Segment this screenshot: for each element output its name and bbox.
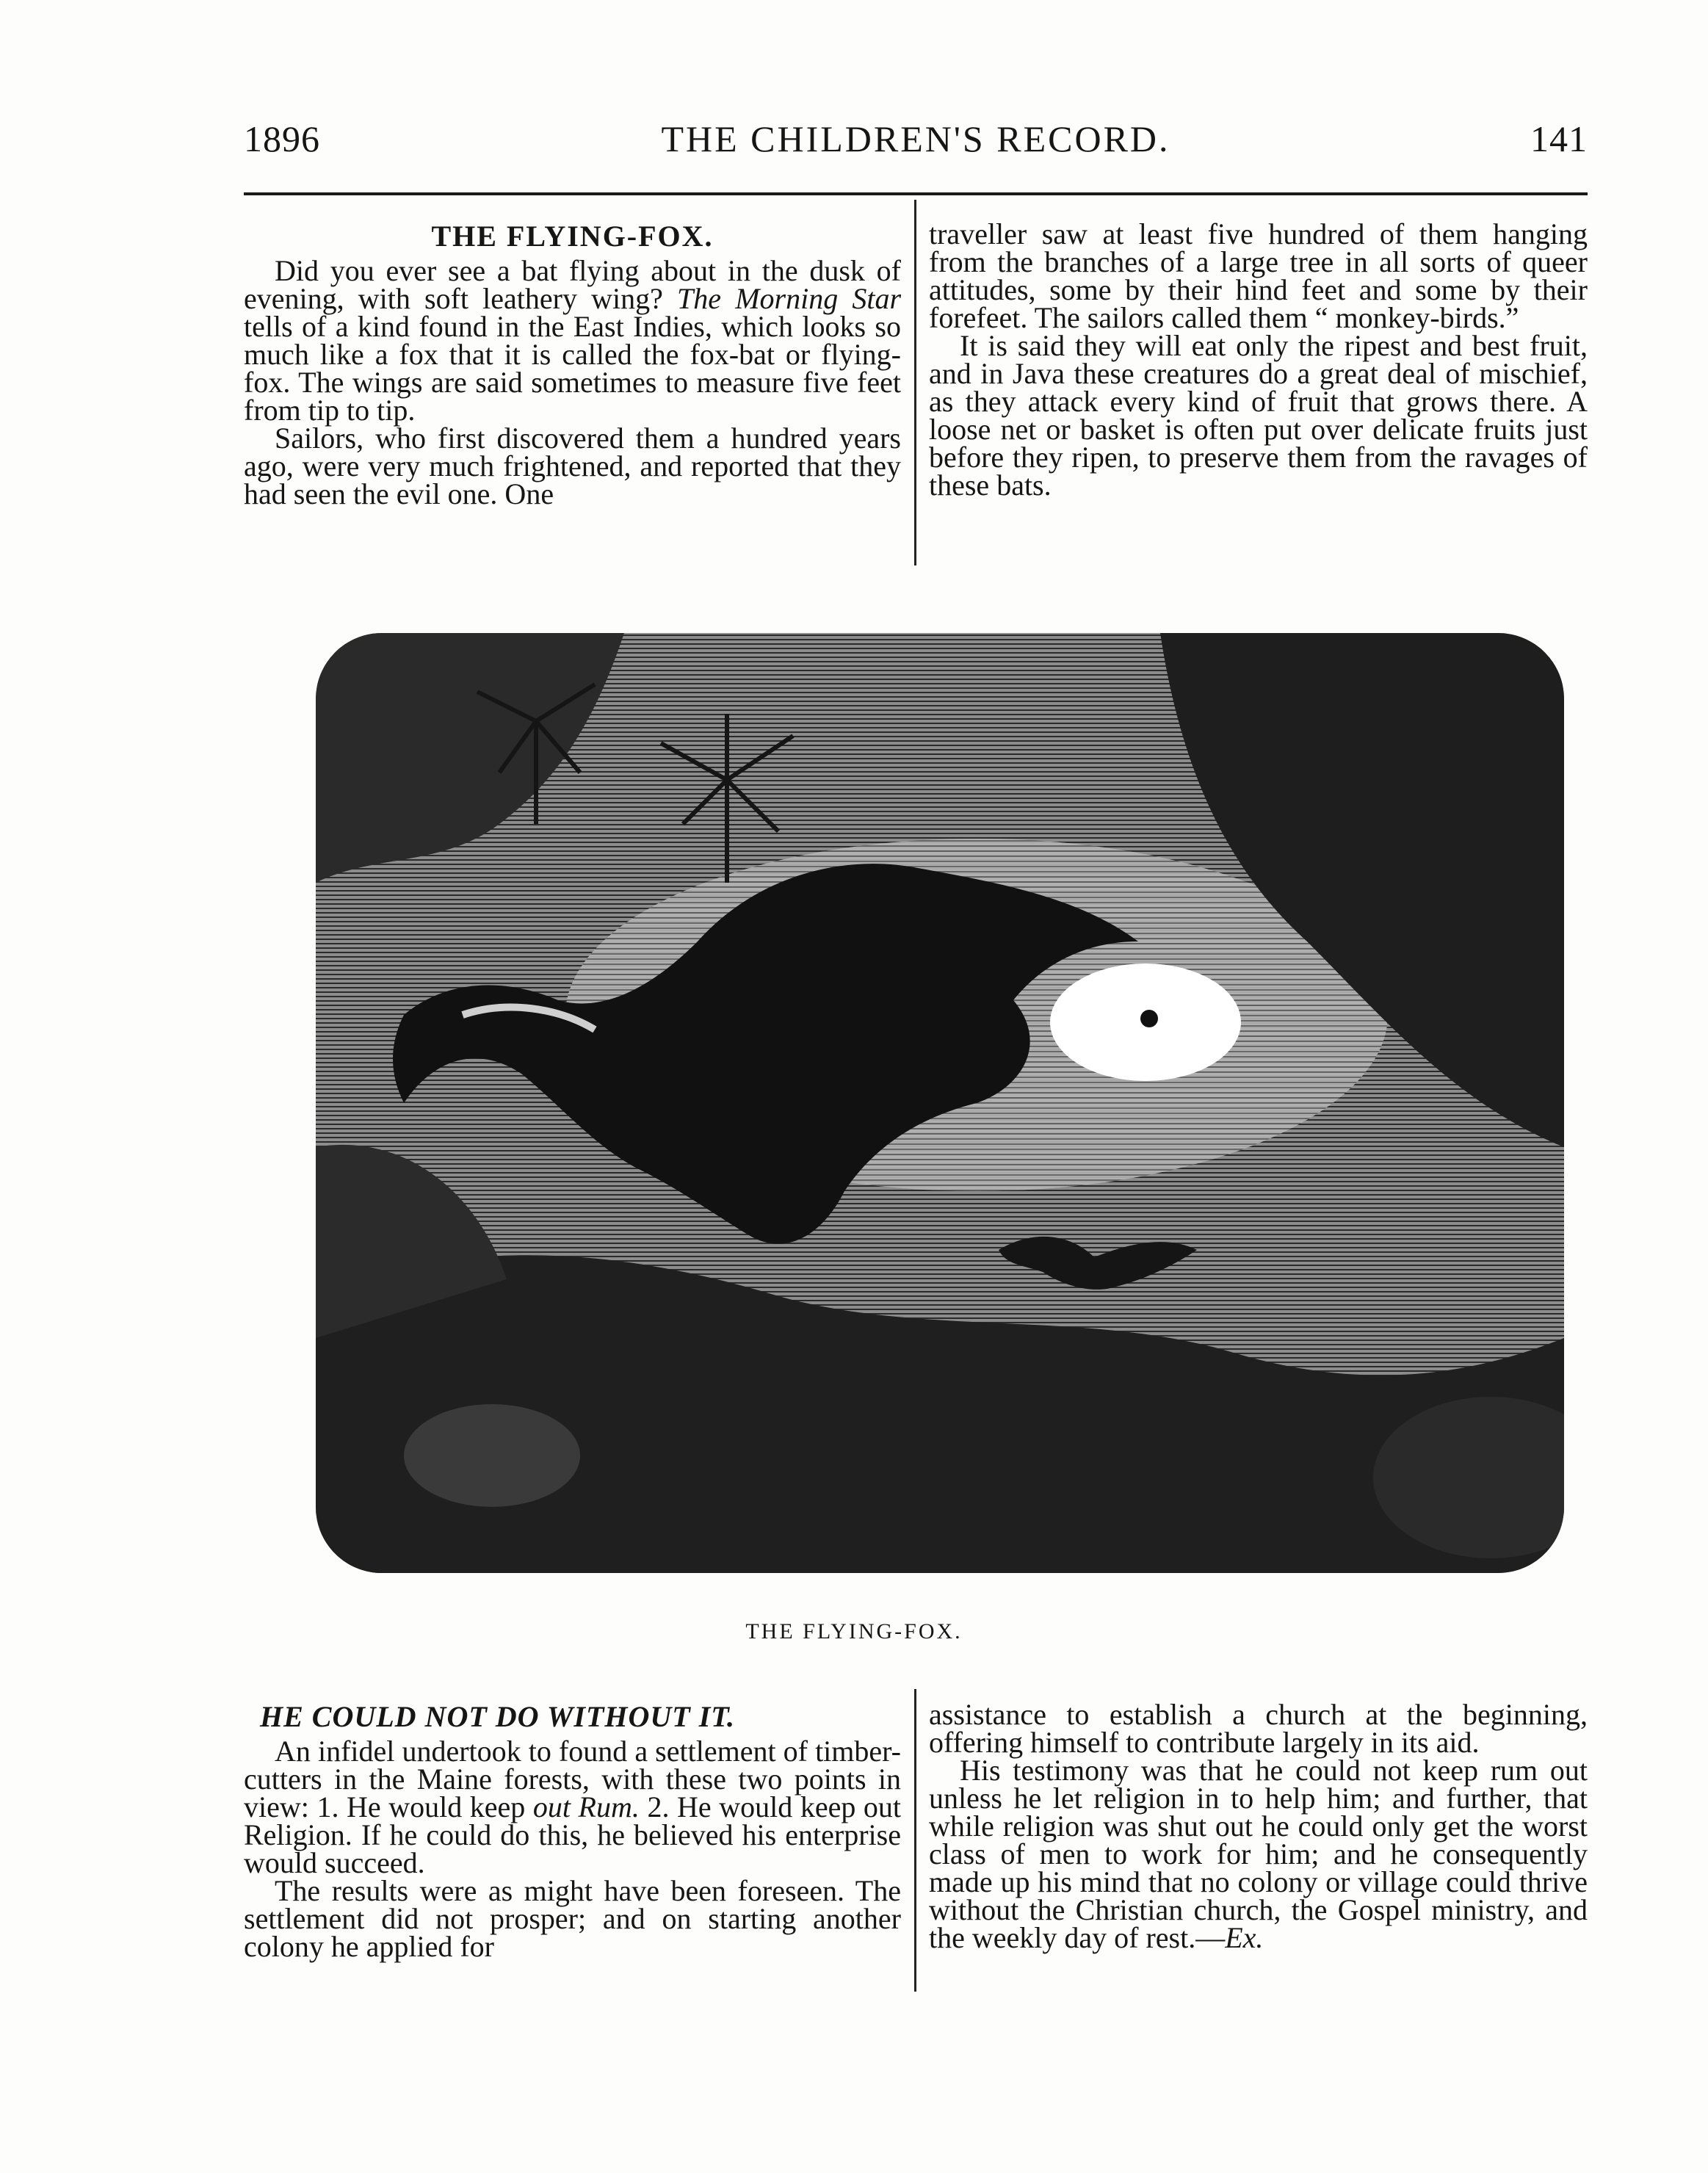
article2-title: HE COULD NOT DO WITHOUT IT. [260,1700,736,1733]
flying-fox-engraving [316,633,1564,1573]
figure-caption: THE FLYING-FOX. [745,1619,963,1644]
column-divider-top [914,200,916,565]
article1-paragraph: It is said they will eat only the ripest and best fruit, and in Java these creatures do a great deal of mischief, as they attack every kind of fruit that grows there. A loose net or basket is often put over delicate fruits just before they ripen, to preserve them from the ravages of these bats. [929,329,1588,502]
header-rule [244,192,1588,195]
flying-fox-illustration-svg [316,633,1564,1573]
issue-year: 1896 [244,118,320,159]
article2-paragraph: An infidel undertook to found a settlement of timber-cutters in the Maine forests, with these two points in view: 1. He would keep out Rum. 2. He would keep out Religion. If he could do this, he believed his enterprise would succeed. [244,1735,902,1879]
article2-paragraph: The results were as might have been foreseen. The settlement did not prosper; and on starting another colony he applied for [244,1874,901,1963]
article1-column-left [244,220,901,508]
article1-paragraph: traveller saw at least five hundred of them hanging from the branches of a large tree in all sorts of queer attitudes, some by their hind feet and some by their forefeet. The sailors called them “ monkey-birds.” [929,217,1588,334]
article2-paragraph: His testimony was that he could not keep rum out unless he let religion in to help him; and further, that while religion was shut out he could only get the worst class of men to work for him; and he consequently made up his mind that no colony or village could thrive without the Christian church, the Gospel ministry, and the weekly day of rest.—Ex. [929,1754,1588,1954]
article1-paragraph: Sailors, who first discovered them a hundred years ago, were very much frightened, and reported that they had seen the evil one. One [244,422,901,510]
article2-italic-phrase: out Rum. [532,1790,640,1823]
article2-source-italic: Ex. [1225,1921,1264,1954]
article1-title: THE FLYING-FOX. [431,220,714,253]
column-divider-bottom [914,1689,916,1992]
article1-column-right [929,217,1588,502]
article2-paragraph: assistance to establish a church at the beginning, offering himself to contribute largely in its aid. [929,1698,1588,1759]
article2-column-left [244,1701,901,1961]
publication-title: THE CHILDREN'S RECORD. [661,118,1170,159]
article2-column-right [929,1698,1588,1954]
page-header [244,117,1588,162]
article1-source-italic: The Morning Star [677,282,902,315]
article1-paragraph: Did you ever see a bat flying about in the dusk of evening, with soft leathery wing? The Morning Star tells of a kind found in the East Indies, which looks so much like a fox that it is called the fox-bat or flying-fox. The wings are said sometimes to measure five feet from tip to tip. [244,254,902,427]
page-number: 141 [1530,118,1588,159]
